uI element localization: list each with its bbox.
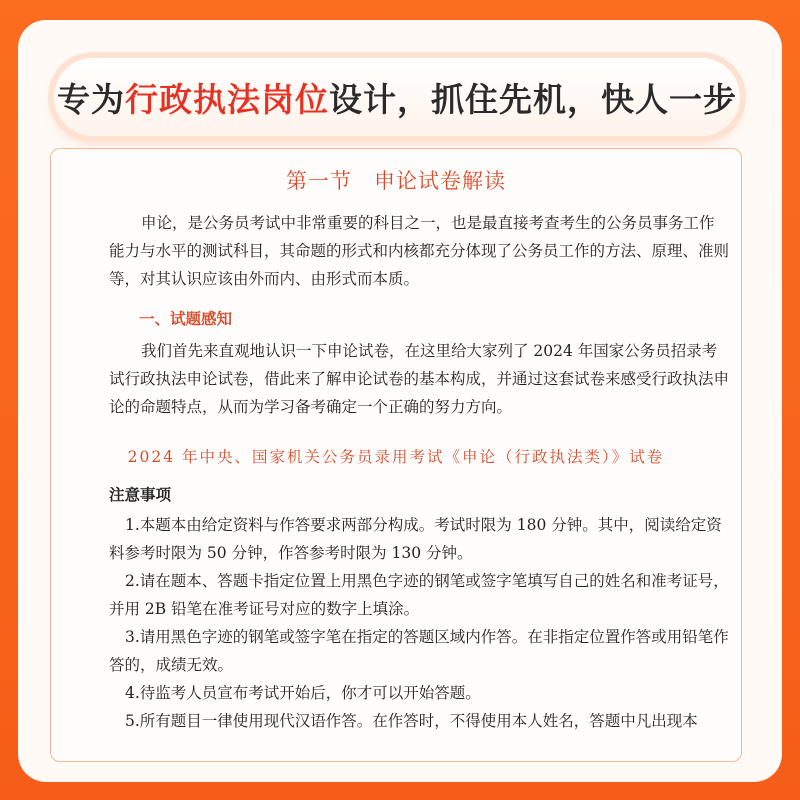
body-paragraph: 我们首先来直观地认识一下申论试卷，在这里给大家列了 2024 年国家公务员招录考试行政执法申论试卷，借此来了解申论试卷的基本构成，并通过这套试卷来感受行政执法申论的命题特点，从而为学习备考确定一个正确的努力方向。: [109, 342, 730, 416]
notice-item: 2.请在题本、答题卡指定位置上用黑色字迹的钢笔或签字笔填写自己的姓名和准考证号，并用 2B 铅笔在准考证号对应的数字上填涂。: [109, 572, 729, 618]
document-page: [50, 148, 742, 762]
banner-suffix: 设计，抓住先机，快人一步: [329, 79, 737, 119]
notice-item: 3.请用黑色字迹的钢笔或签字笔在指定的答题区域内作答。在非指定位置作答或用铅笔作答的，成绩无效。: [109, 628, 729, 674]
content-card: [18, 20, 782, 782]
notice-item: 1.本题本由给定资料与作答要求两部分构成。考试时限为 180 分钟。其中，阅读给定资料参考时限为 50 分钟，作答参考时限为 130 分钟。: [109, 516, 722, 562]
subheading: 一、试题感知: [139, 310, 233, 328]
notice-heading: 注意事项: [109, 486, 172, 504]
exam-title: 2024 年中央、国家机关公务员录用考试《申论（行政执法类）》试卷: [127, 448, 665, 466]
notice-item: 5.所有题目一律使用现代汉语作答。在作答时，不得使用本人姓名，答题中凡出现本: [125, 712, 698, 730]
intro-paragraph: 申论，是公务员考试中非常重要的科目之一，也是最直接考查考生的公务员事务工作能力与水平的测试科目，其命题的形式和内核都充分体现了公务员工作的方法、原理、准则等，对其认识应该由外而内、由形式而本质。: [109, 214, 730, 288]
notice-item: 4.待监考人员宣布考试开始后，你才可以开始答题。: [125, 684, 481, 702]
banner-slogan: [57, 74, 737, 121]
banner-prefix: 专为: [57, 79, 125, 119]
promo-banner: [54, 58, 740, 136]
section-title: 第一节 申论试卷解读: [286, 169, 506, 193]
banner-highlight: 行政执法岗位: [125, 79, 329, 119]
